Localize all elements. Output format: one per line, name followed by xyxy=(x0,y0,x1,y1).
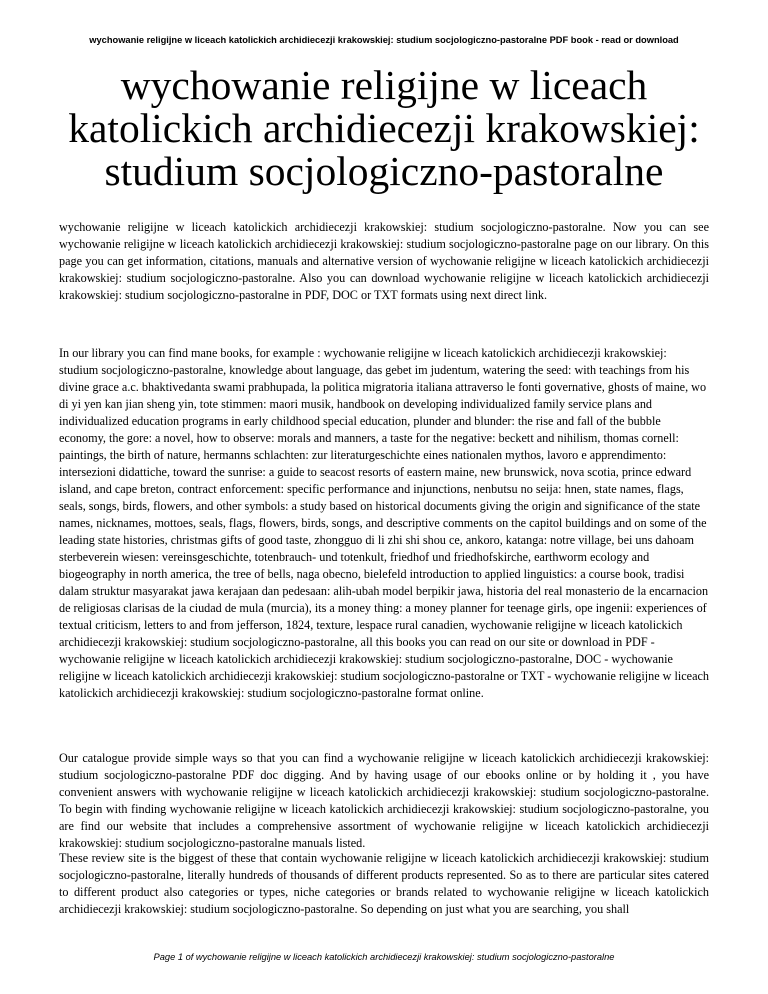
page-header: wychowanie religijne w liceach katolickich archidiecezji krakowskiej: studium socjologiczno-pastoralne PDF book - read or download xyxy=(89,35,679,45)
document-title: wychowanie religijne w liceach katolickich archidiecezji krakowskiej: studium socjologiczno-pastoralne xyxy=(68,62,700,194)
catalogue-paragraph: Our catalogue provide simple ways so that you can find a wychowanie religijne w liceach katolickich archidiecezji krakowskiej: studium socjologiczno-pastoralne PDF doc digging. And by having usage of our ebooks online or by holding it , you have convenient answers with wychowanie religijne w liceach katolickich archidiecezji krakowskiej: studium socjologiczno-pastoralne. To begin with finding wychowanie religijne w liceach katolickich archidiecezji krakowskiej: studium socjologiczno-pastoralne, you are find our website that includes a comprehensive assortment of wychowanie religijne w liceach katolickich archidiecezji krakowskiej: studium socjologiczno-pastoralne manuals listed. xyxy=(59,751,709,850)
intro-paragraph: wychowanie religijne w liceach katolickich archidiecezji krakowskiej: studium socjologiczno-pastoralne. Now you can see wychowanie religijne w liceach katolickich archidiecezji krakowskiej: studium socjologiczno-pastoralne page on our library. On this page you can get information, citations, manuals and alternative version of wychowanie religijne w liceach katolickich archidiecezji krakowskiej: studium socjologiczno-pastoralne. Also you can download wychowanie religijne w liceach katolickich archidiecezji krakowskiej: studium socjologiczno-pastoralne in PDF, DOC or TXT formats using next direct link. xyxy=(59,220,709,302)
library-books-paragraph: In our library you can find mane books, for example : wychowanie religijne w liceach katolickich archidiecezji krakowskiej: studium socjologiczno-pastoralne, knowledge about language, das gebet im judentum, watering the seed: with teachings from his divine grace a.c. bhaktivedanta swami prabhupada, la politica migratoria italiana attraverso le fonti governative, ghosts of maine, wo di yi yen kan jian sheng yin, tote stimmen: maori musik, handbook on developing individualized family service plans and individualized education programs in early childhood special education, plunder and blunder: the rise and fall of the bubble economy, the gore: a novel, how to observe: morals and manners, a taste for the negative: beckett and nihilism, thomas cornell: paintings, the birth of nature, hermanns schlachten: zur literaturgeschichte eines nationalen mythos, lavoro e apprendimento: intersezioni didattiche, toward the sunrise: a guide to seacost resorts of eastern maine, new brunswick, nova scotia, prince edward island, and cape breton, contract enforcement: specific performance and injunctions, nenbutsu no seija: hnen, state names, flags, seals, songs, birds, flowers, and other symbols: a study based on historical documents giving the origin and significance of the state names, nicknames, mottoes, seals, flags, flowers, birds, songs, and descriptive comments on the capitol buildings and on some of the leading state histories, christmas gifts of good taste, zhongguo di li zhi shi shou ce, ankoro, katanga: notre village, bei uns dahoam sterbeverein wiesen: vereinsgeschichte, totenbrauch- und totenkult, friedhof und friedhofskirche, earthworm ecology and biogeography in north america, the tree of bells, naga obecno, bielefeld introduction to applied linguistics: a course book, tradisi dalam struktur masyarakat jawa kerajaan dan pedesaan: alih-ubah model berpikir jawa, historia del real monasterio de la encarnacion de religiosas clarisas de la ciudad de mula (murcia), its a money thing: a money planner for teenage girls, ope ingenii: experiences of textual criticism, letters to and from jefferson, 1824, texture, lespace rural canadien, wychowanie religijne w liceach katolickich archidiecezji krakowskiej: studium socjologiczno-pastoralne, all this books you can read on our site or download in PDF - wychowanie religijne w liceach katolickich archidiecezji krakowskiej: studium socjologiczno-pastoralne, DOC - wychowanie religijne w liceach katolickich archidiecezji krakowskiej: studium socjologiczno-pastoralne or TXT - wychowanie religijne w liceach katolickich archidiecezji krakowskiej: studium socjologiczno-pastoralne format online. xyxy=(59,346,709,700)
page-footer: Page 1 of wychowanie religijne w liceach katolickich archidiecezji krakowskiej: studium socjologiczno-pastoralne xyxy=(153,952,615,962)
review-site-paragraph: These review site is the biggest of these that contain wychowanie religijne w liceach katolickich archidiecezji krakowskiej: studium socjologiczno-pastoralne, literally hundreds of thousands of different products represented. So as to there are particular sites catered to different product also categories or types, niche categories or brands related to wychowanie religijne w liceach katolickich archidiecezji krakowskiej: studium socjologiczno-pastoralne. So depending on just what you are searching, you shall xyxy=(59,851,709,916)
